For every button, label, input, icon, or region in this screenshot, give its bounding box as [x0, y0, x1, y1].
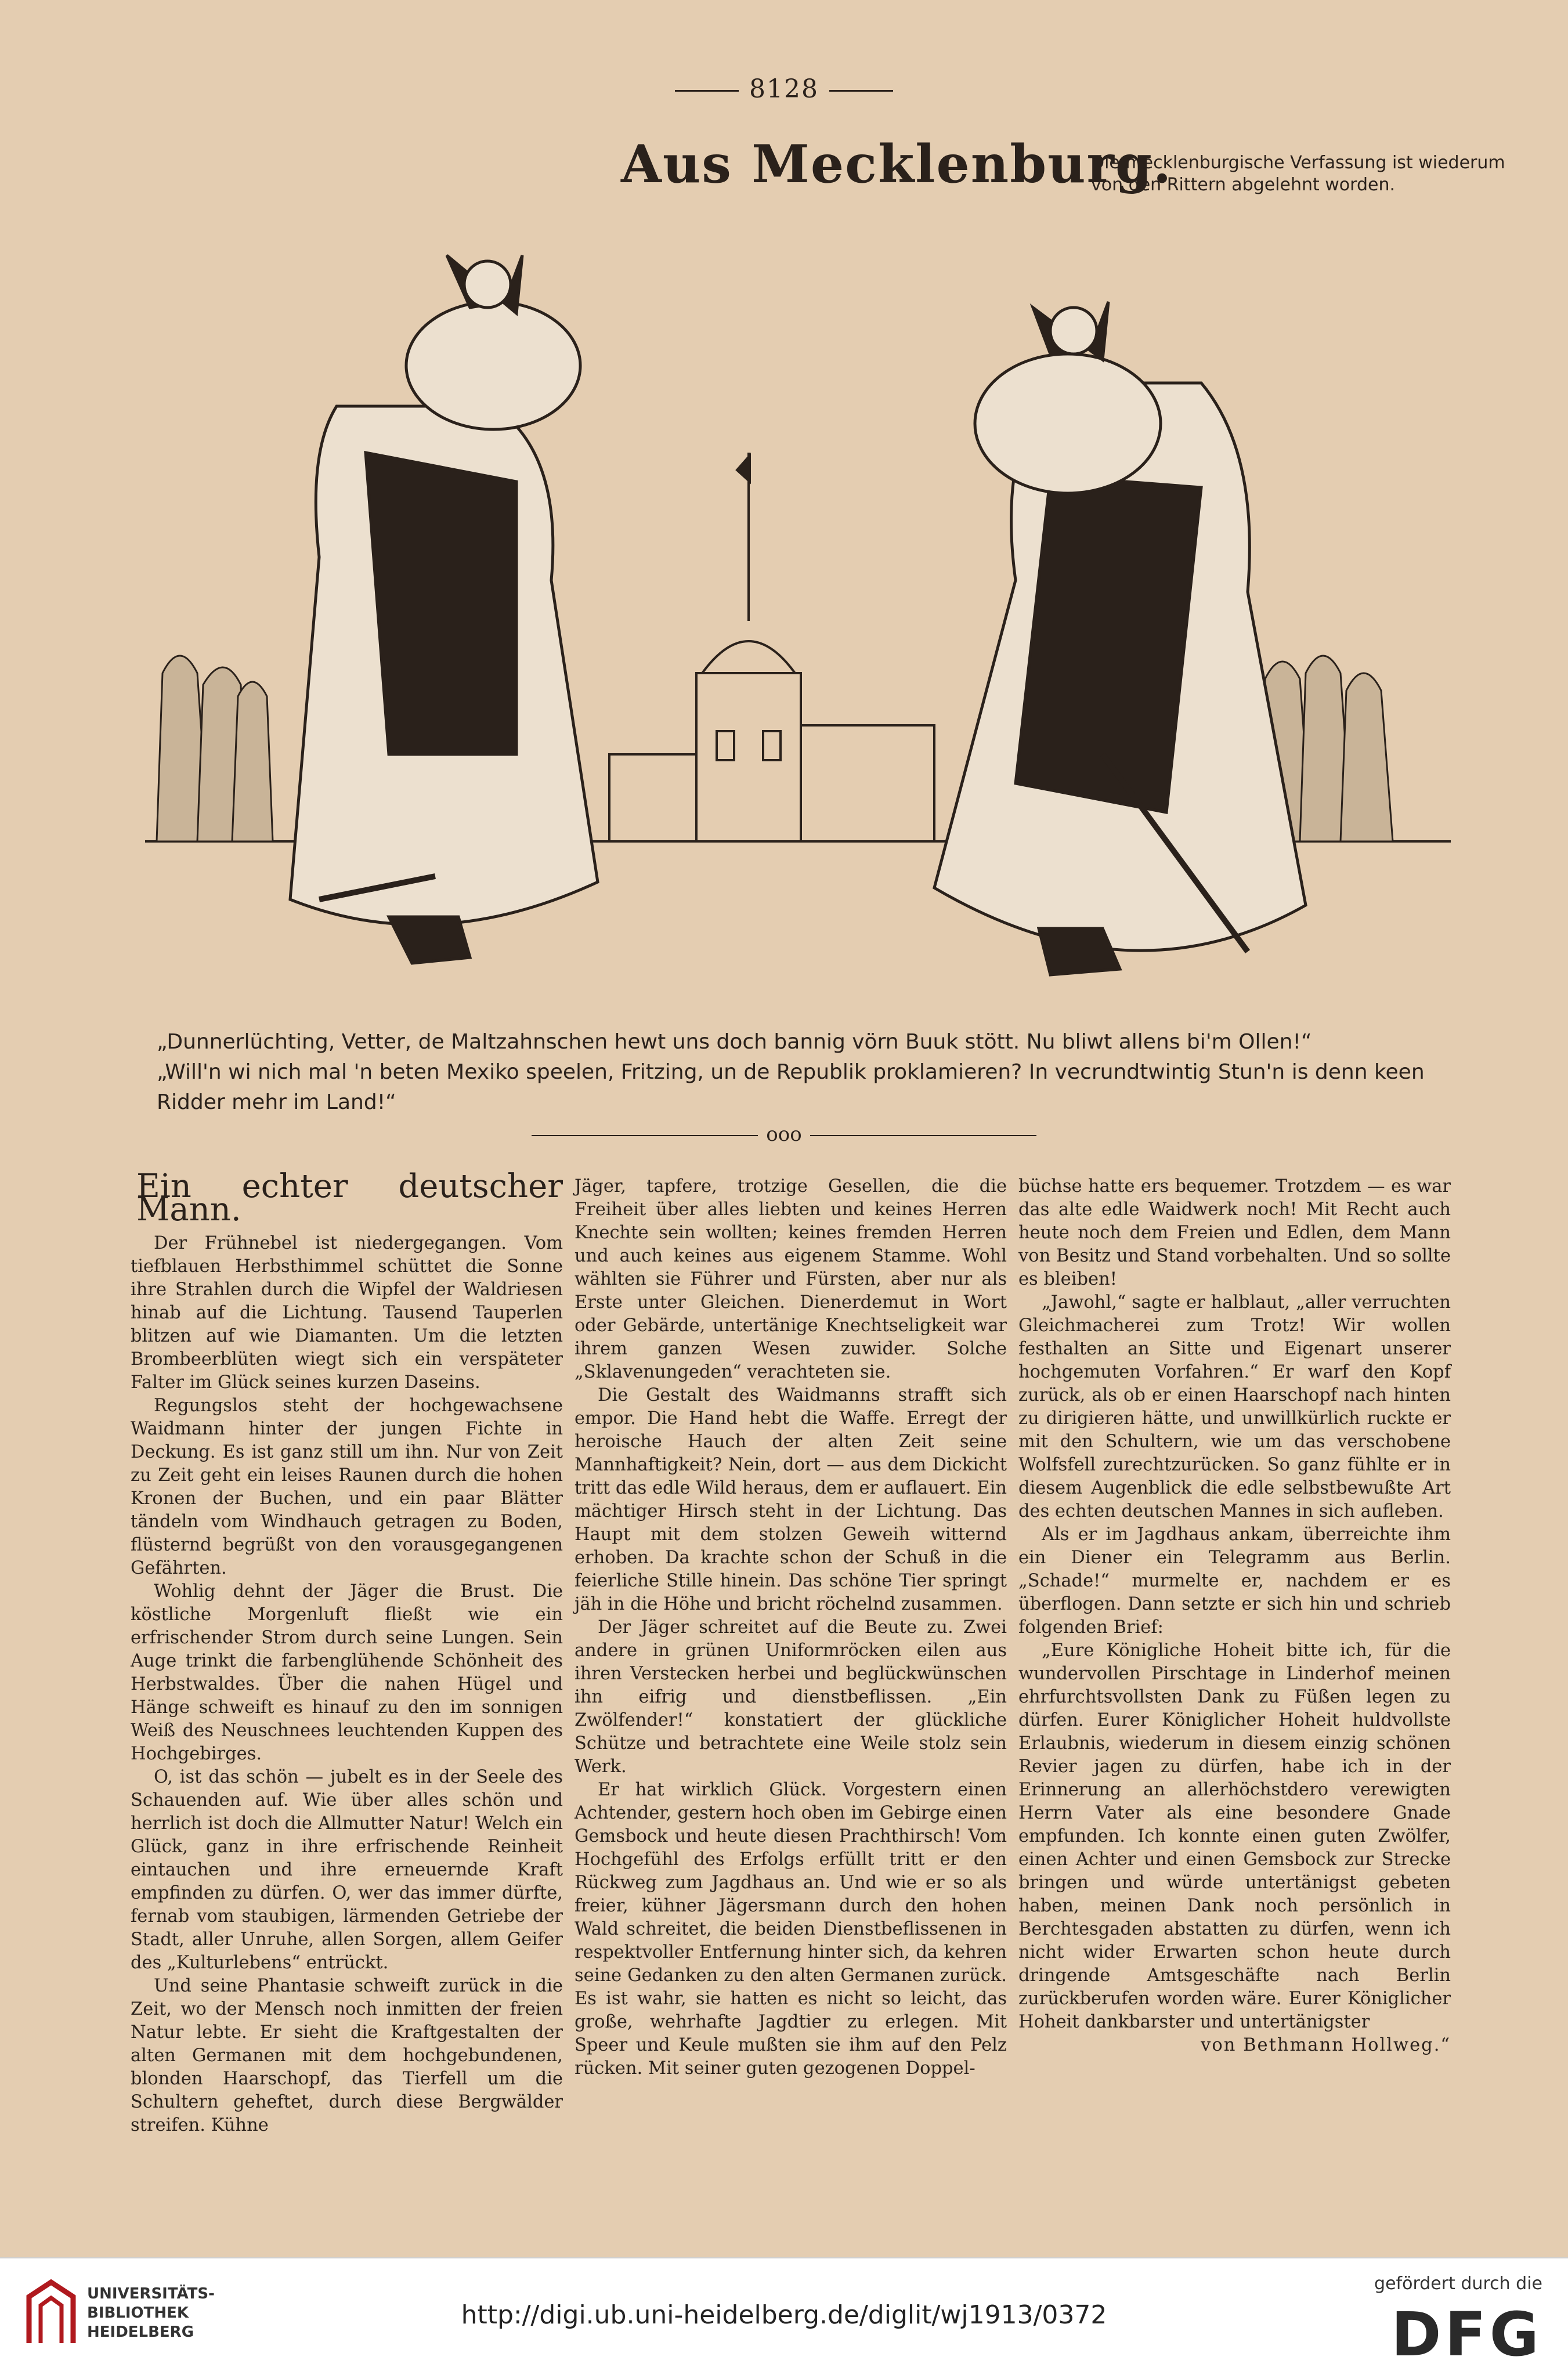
article-column-1	[131, 1168, 563, 2137]
cartoon-caption: „Dunnerlüchting, Vetter, de Maltzahnschen hewt uns doch bannig vörn Buuk stött. Nu bliwt allens bi'm Ollen!“ „Will'n wi nich mal 'n beten Mexiko speelen, Fritzing, un de Republik proklamieren? In vecrundtwintig Stun'n is denn keen Ridder mehr im Land!“	[157, 1030, 1425, 1114]
paragraph: Jäger, tapfere, trotzige Gesellen, die die Freiheit über alles liebten und keines Herren Knechte sein wollten; keines fremden Herren und auch keines aus eigenem Stamme. Wohl wählten sie Führer und Fürsten, aber nur als Erste unter Gleichen. Dienerdemut in Wort oder Gebärde, untertänige Knechtseligkeit war ihrem ganzen Wesen zuwider. Solche „Sklavenungeden“ verachteten sie.	[575, 1176, 1007, 1382]
ornament-rule-right	[829, 90, 893, 92]
divider-rule-right	[810, 1135, 1036, 1136]
castle-drawing	[609, 453, 934, 841]
paragraph: Und seine Phantasie schweift zurück in die Zeit, wo der Mensch noch inmitten der freien Natur lebte. Er sieht die Kraftgestalten der alten Germanen mit dem hochgebundenen, blonden Haarschopf, das Tierfell um die Schultern geheftet, durch diese Bergwälder streifen. Kühne	[131, 1976, 563, 2135]
paragraph: Die Gestalt des Waidmanns strafft sich empor. Die Hand hebt die Waffe. Erregt der heroische Hauch der alten Zeit seine Mannhaftigkeit? Nein, dort — aus dem Dickicht tritt das edle Wild heraus, dem er auflauert. Ein mächtiger Hirsch steht in der Lichtung. Das Haupt mit dem stolzen Geweih witternd erhoben. Da krachte schon der Schuß in die feierliche Stille hinein. Das schöne Tier springt jäh in die Höhe und bricht röchelnd zusammen.	[575, 1385, 1007, 1614]
letter-signature: von Bethmann Hollweg.“	[1201, 2035, 1451, 2055]
page-number: 8128	[0, 74, 1568, 104]
article-column-3	[1018, 1175, 1451, 2057]
dfg-logo: DFG	[1391, 2299, 1542, 2370]
institution-name: UNIVERSITÄTS- BIBLIOTHEK HEIDELBERG	[87, 2285, 215, 2341]
article-column-2	[575, 1175, 1007, 2080]
paragraph: büchse hatte ers bequemer. Trotzdem — es war das alte edle Waidwerk noch! Mit Recht auch heute noch dem Freien und Edlen, dem Mann von Besitz und Stand vorbehalten. Und so sollte es bleiben!	[1018, 1176, 1451, 1289]
paragraph: Der Frühnebel ist niedergegangen. Vom tiefblauen Herbsthimmel schüttet die Sonne ihre Strahlen durch die Wipfel der Waldriesen hinab auf die Lichtung. Tausend Tauperlen blitzen auf wie Diamanten. Um die letzten Brombeerblüten wiegt sich ein verspäteter Falter im Glück seines kurzen Daseins.	[131, 1233, 563, 1393]
letter-paragraph: „Eure Königliche Hoheit bitte ich, für die wundervollen Pirschtage in Linderhof meinen ehrfurchtsvollsten Dank zu Füßen legen zu dürfen. Eurer Königlicher Hoheit huldvollste Erlaubnis, wiederum in diesem einzig schönen Revier jagen zu dürfen, habe ich in der Erinnerung an allerhöchstdero verewigten Herrn Vater als eine besondere Gnade empfunden. Ich konnte einen guten Zwölfer, einen Achter und einen Gemsbock zur Strecke bringen und würde untertänigst gebeten haben, meinen Dank noch persönlich in Berchtesgaden abstatten zu dürfen, wenn ich nicht wider Erwarten schon heute durch dringende Amtsgeschäfte nach Berlin zurückberufen worden wäre. Eurer Königlicher Hoheit dankbarster und untertänigster	[1018, 1640, 1451, 2032]
divider-rule-left	[532, 1135, 758, 1136]
digitization-footer	[0, 2257, 1568, 2371]
cartoon-title: Aus Mecklenburg.	[621, 133, 1173, 195]
section-divider: ooo	[0, 1123, 1568, 1146]
paragraph: O, ist das schön — jubelt es in der Seele des Schauenden auf. Wie über alles schön und herrlich ist doch die Allmutter Natur! Welch ein Glück, ganz in ihre erfrischende Reinheit eintauchen und ihre erneuernde Kraft empfinden zu dürfen. O, wer das immer dürfte, fernab vom staubigen, lärmenden Getriebe der Stadt, aller Unruhe, allen Sorgen, allem Geifer des „Kulturlebens“ entrückt.	[131, 1767, 563, 1973]
funder-label: gefördert durch die	[1374, 2274, 1542, 2294]
cartoon-illustration	[145, 232, 1451, 1004]
cartoon-note: Die mecklenburgische Verfassung ist wiederum von den Rittern abgelehnt worden.	[1091, 153, 1505, 195]
paragraph: Regungslos steht der hochgewachsene Waidmann hinter der jungen Fichte in Deckung. Es ist ganz still um ihn. Nur von Zeit zu Zeit geht ein leises Raunen durch die hohen Kronen der Buchen, und ein paar Blätter tändeln vom Windhauch getragen zu Boden, flüsternd begrüßt von den vorausgegangenen Gefährten.	[131, 1396, 563, 1578]
paragraph: Der Jäger schreitet auf die Beute zu. Zwei andere in grünen Uniformröcken eilen aus ihren Verstecken herbei und beglückwünschen ihn eifrig und dienstbeflissen. „Ein Zwölfender!“ konstatiert der glückliche Schütze und betrachtete eine Weile stolz sein Werk.	[575, 1617, 1007, 1777]
crowd-left	[157, 656, 273, 841]
right-figure	[934, 302, 1306, 975]
left-figure	[290, 255, 598, 963]
source-url[interactable]: http://digi.ub.uni-heidelberg.de/diglit/wj1913/0372	[461, 2300, 1107, 2330]
paragraph: Als er im Jagdhaus ankam, überreichte ihm ein Diener ein Telegramm aus Berlin. „Schade!“ murmelte er, nachdem er es überflogen. Dann setzte er sich hin und schrieb folgenden Brief:	[1018, 1524, 1451, 1638]
paragraph: Wohlig dehnt der Jäger die Brust. Die köstliche Morgenluft fließt wie ein erfrischender Strom durch seine Lungen. Sein Auge trinkt die farbenglühende Schönheit des Herbstwaldes. Über die nahen Hügel und Hänge schweift es hinauf zu den im sonnigen Weiß des Neuschnees leuchtenden Kuppen des Hochgebirges.	[131, 1581, 563, 1764]
paragraph: „Jawohl,“ sagte er halblaut, „aller verruchten Gleichmacherei zum Trotz! Wir wollen festhalten an Sitte und Eigenart unserer hochgemuten Vorfahren.“ Er warf den Kopf zurück, als ob er einen Haarschopf nach hinten zu dirigieren hätte, und unwillkürlich ruckte er mit den Schultern, wie um das verschobene Wolfsfell zurechtzurücken. So ganz fühlte er in diesem Augenblick die edle selbstbewußte Art des echten deutschen Mannes in sich aufleben.	[1018, 1292, 1451, 1521]
ornament-rule-left	[675, 90, 739, 92]
paragraph: Er hat wirklich Glück. Vorgestern einen Achtender, gestern hoch oben im Gebirge einen Gemsbock und heute diesen Prachthirsch! Vom Hochgefühl des Erfolgs erfüllt tritt er den Rückweg zum Jagdhaus an. Und wie er so als freier, kühner Jägersmann durch den hohen Wald schreitet, die beiden Dienstbeflissenen in respektvoller Entfernung hinter sich, da kehren seine Gedanken zu den alten Germanen zurück. Es ist wahr, sie hatten es nicht so leicht, das große, wehrhafte Jagdtier zu erlegen. Mit Speer und Keule mußten sie ihm auf den Pelz rücken. Mit seiner guten gezogenen Doppel-	[575, 1780, 1007, 2079]
article-title: Ein echter deutscher Mann.	[136, 1168, 563, 1228]
